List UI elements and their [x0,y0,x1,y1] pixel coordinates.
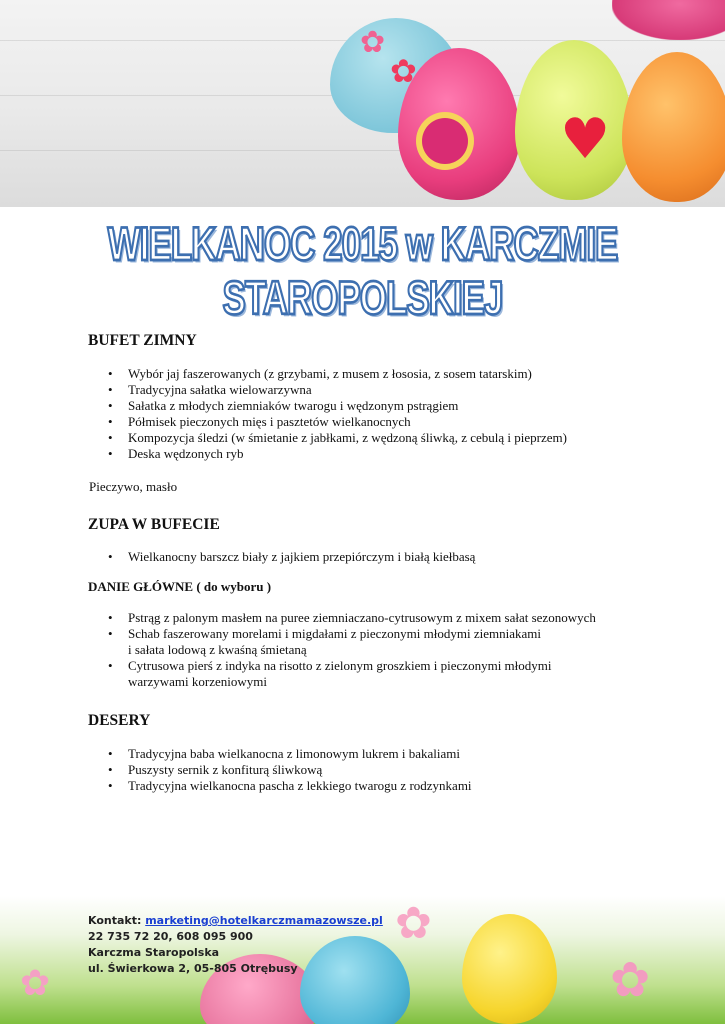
yellow-egg-image [462,914,557,1024]
list-item: • Wybór jaj faszerowanych (z grzybami, z musem z łososia, z sosem tatarskim) [128,366,688,382]
list-item: • Deska wędzonych ryb [128,446,688,462]
contact-address: ul. Świerkowa 2, 05-805 Otrębusy [88,962,298,975]
bufet-list [88,366,688,462]
list-item: • Cytrusowa pierś z indyka na risotto z zielonym groszkiem i pieczonymi młodymi [128,658,688,674]
contact-phone: 22 735 72 20, 608 095 900 [88,930,253,943]
orange-egg-image [622,52,725,202]
page-title: WIELKANOC 2015 w KARCZMIE STAROPOLSKIEJ [107,218,618,325]
email-link[interactable]: marketing@hotelkarczmamazowsze.pl [145,914,383,927]
pink-tulip-image [612,0,725,40]
flower-decoration-icon: ✿ [610,952,651,1008]
danie-list-cont [88,658,688,674]
list-item: • Tradycyjna baba wielkanocna z limonowym lukrem i bakaliami [128,746,688,762]
contact-block [88,913,383,977]
menu-content [88,331,688,794]
list-item-continuation: i sałata lodową z kwaśną śmietaną [128,642,307,657]
list-item: • Puszysty sernik z konfiturą śliwkową [128,762,688,778]
section-heading-zupa: ZUPA W BUFECIE [88,516,220,533]
contact-label: Kontakt: [88,914,142,927]
list-item: • Półmisek pieczonych mięs i pasztetów wielkanocnych [128,414,688,430]
list-item: • Wielkanocny barszcz biały z jajkiem przepiórczym i białą kiełbasą [128,549,688,565]
header-easter-eggs-photo [0,0,725,207]
list-item: • Tradycyjna wielkanocna pascha z lekkiego twarogu z rodzynkami [128,778,688,794]
desery-list [88,746,688,794]
section-heading-danie: DANIE GŁÓWNE ( do wyboru ) [88,579,272,594]
flower-decoration-icon: ✿ [390,52,417,90]
section-heading-desery: DESERY [88,712,151,729]
list-item: • Sałatka z młodych ziemniaków twarogu i wędzonym pstrągiem [128,398,688,414]
zupa-list [88,549,688,565]
section-heading-bufet: BUFET ZIMNY [88,332,197,349]
bufet-note: Pieczywo, masło [89,479,178,494]
flower-decoration-icon: ✿ [360,25,386,60]
contact-line [88,913,383,929]
list-item-continuation: warzywami korzeniowymi [128,674,267,689]
danie-list [88,610,688,642]
contact-name: Karczma Staropolska [88,946,220,959]
flower-decoration-icon: ✿ [20,963,51,1004]
heart-decoration-icon [422,118,468,164]
flower-decoration-icon: ✿ [395,898,432,949]
list-item: • Schab faszerowany morelami i migdałami z pieczonymi młodymi ziemniakami [128,626,688,642]
list-item: • Tradycyjna sałatka wielowarzywna [128,382,688,398]
list-item: • Kompozycja śledzi (w śmietanie z jabłkami, z wędzoną śliwką, z cebulą i pieprzem) [128,430,688,446]
red-heart-icon: ♥ [560,107,611,172]
list-item: • Pstrąg z palonym masłem na puree ziemniaczano-cytrusowym z mixem sałat sezonowych [128,610,688,626]
